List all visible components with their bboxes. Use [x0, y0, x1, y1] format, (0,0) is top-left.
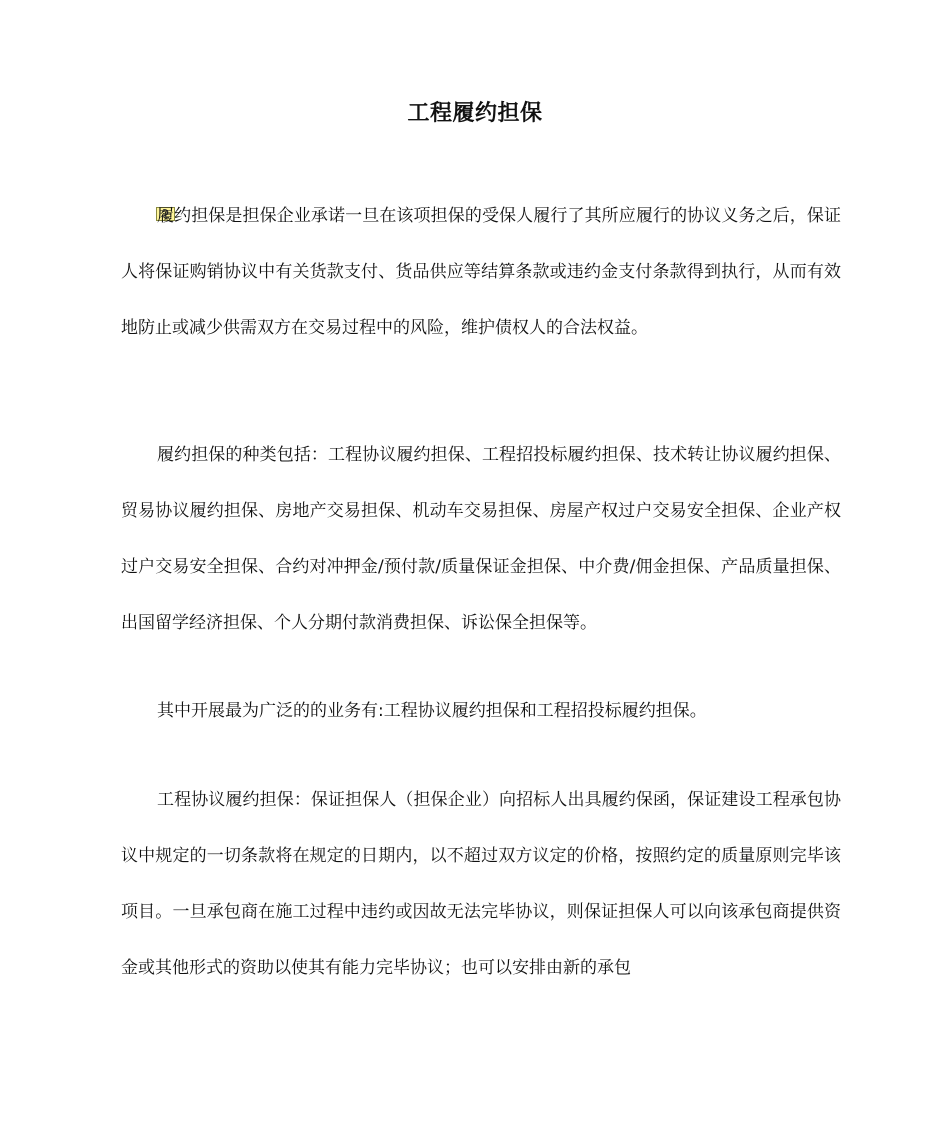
paragraph-main-business: 其中开展最为广泛的的业务有:工程协议履约担保和工程招投标履约担保。 [157, 701, 707, 721]
paragraph-contract-guarantee: 工程协议履约担保：保证担保人（担保企业）向招标人出具履约保函，保证建设工程承包协议中规定的一切条款将在规定的日期内，以不超过双方议定的价格，按照约定的质量原则完毕该项目。一旦承包商在施工过程中违约或因故无法完毕协议，则保证担保人可以向该承包商提供资金或其他形式的资助以使其有能力完毕协议；也可以安排由新的承包 [121, 790, 841, 978]
paragraph-definition: 履约担保是担保企业承诺一旦在该项担保的受保人履行了其所应履行的协议义务之后，保证人将保证购销协议中有关货款支付、货品供应等结算条款或违约金支付条款得到执行，从而有效地防止或减少供需双方在交易过程中的风险，维护债权人的合法权益。 [121, 206, 841, 338]
paragraph-types: 履约担保的种类包括：工程协议履约担保、工程招投标履约担保、技术转让协议履约担保、贸易协议履约担保、房地产交易担保、机动车交易担保、房屋产权过户交易安全担保、企业产权过户交易安全担保、合约对冲押金/预付款/质量保证金担保、中介费/佣金担保、产品质量担保、出国留学经济担保、个人分期付款消费担保、诉讼保全担保等。 [121, 445, 841, 633]
document-title: 工程履约担保 [407, 101, 543, 126]
